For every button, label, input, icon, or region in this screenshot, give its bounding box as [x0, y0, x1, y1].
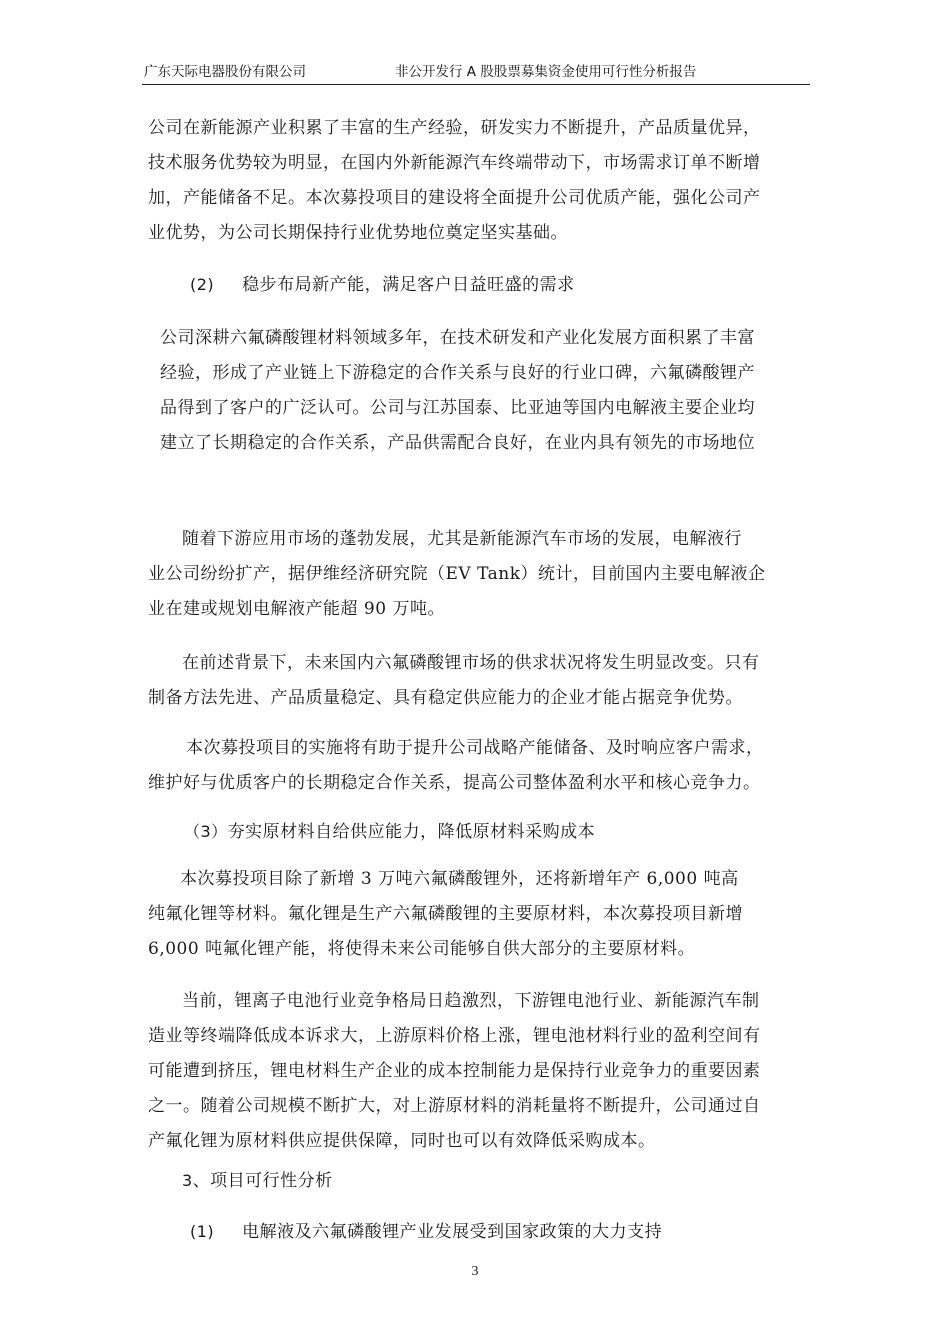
- para-line: 本次募投项目的实施将有助于提升公司战略产能储备、及时响应客户需求，: [186, 738, 764, 758]
- para-line: 公司在新能源产业积累了丰富的生产经验，研发实力不断提升，产品质量优异，: [148, 118, 761, 138]
- para-line: 纯氟化锂等材料。氟化锂是生产六氟磷酸锂的主要原材料，本次募投项目新增: [148, 904, 743, 924]
- para-line: 经验，形成了产业链上下游稳定的合作关系与良好的行业口碑，六氟磷酸锂产: [160, 363, 755, 383]
- para-line: 当前，锂离子电池行业竞争格局日趋激烈，下游锂电池行业、新能源汽车制: [182, 991, 760, 1011]
- heading-2-number: (2): [190, 275, 215, 294]
- page-number: 3: [471, 1264, 479, 1279]
- heading-feasibility-1: [190, 1219, 662, 1245]
- para-line: 本次募投项目除了新增 3 万吨六氟磷酸锂外，还将新增年产 6,000 吨高: [180, 869, 739, 889]
- paragraph-lithium-fluoride: [148, 862, 818, 967]
- header-company: 广东天际电器股份有限公司: [144, 64, 306, 80]
- para-line: 产氟化锂为原材料供应提供保障，同时也可以有效降低采购成本。: [148, 1131, 656, 1151]
- paragraph-capacity-advantage: [148, 111, 818, 251]
- para-line: 6,000 吨氟化锂产能，将使得未来公司能够自供大部分的主要原材料。: [148, 939, 696, 959]
- para-line: 在前述背景下，未来国内六氟磷酸锂市场的供求状况将发生明显改变。只有: [182, 653, 760, 673]
- section-3-text: 、项目可行性分析: [192, 1171, 333, 1191]
- heading-3-text: 夯实原材料自给供应能力，降低原材料采购成本: [227, 822, 596, 842]
- section-3-number: 3: [182, 1171, 193, 1190]
- heading-2: [190, 272, 575, 298]
- para-line: 之一。随着公司规模不断扩大，对上游原材料的消耗量将不断提升，公司通过自: [148, 1096, 761, 1116]
- para-line: 制备方法先进、产品质量稳定、具有稳定供应能力的企业才能占据竞争优势。: [148, 688, 743, 708]
- para-line: 业公司纷纷扩产，据伊维经济研究院（EV Tank）统计，目前国内主要电解液企: [148, 564, 766, 584]
- heading-feasibility-1-number: (1): [190, 1222, 215, 1241]
- heading-3-number: （3）: [184, 822, 228, 841]
- paragraph-customer-relations: [160, 321, 830, 461]
- section-3-heading: [182, 1168, 333, 1194]
- paragraph-supply-demand: [148, 646, 818, 716]
- heading-3: [184, 819, 595, 845]
- para-line: 加，产能储备不足。本次募投项目的建设将全面提升公司优质产能，强化公司产: [148, 188, 761, 208]
- para-line: 建立了长期稳定的合作关系，产品供需配合良好，在业内具有领先的市场地位: [160, 433, 755, 453]
- para-line: 维护好与优质客户的长期稳定合作关系，提高公司整体盈利水平和核心竞争力。: [148, 773, 761, 793]
- para-line: 技术服务优势较为明显，在国内外新能源汽车终端带动下，市场需求订单不断增: [148, 153, 761, 173]
- paragraph-market-development: [148, 522, 818, 627]
- paragraph-project-benefits: [148, 731, 818, 801]
- page-header: [142, 56, 810, 85]
- para-line: 造业等终端降低成本诉求大，上游原料价格上涨，锂电池材料行业的盈利空间有: [148, 1026, 761, 1046]
- paragraph-cost-control: [148, 984, 818, 1159]
- header-report-title: 非公开发行 A 股股票募集资金使用可行性分析报告: [395, 64, 697, 80]
- para-line: 随着下游应用市场的蓬勃发展，尤其是新能源汽车市场的发展，电解液行: [182, 529, 742, 549]
- heading-feasibility-1-text: 电解液及六氟磷酸锂产业发展受到国家政策的大力支持: [242, 1222, 663, 1242]
- para-line: 品得到了客户的广泛认可。公司与江苏国泰、比亚迪等国内电解液主要企业均: [160, 398, 755, 418]
- para-line: 业优势，为公司长期保持行业优势地位奠定坚实基础。: [148, 223, 568, 243]
- para-line: 公司深耕六氟磷酸锂材料领域多年，在技术研发和产业化发展方面积累了丰富: [160, 328, 755, 348]
- para-line: 业在建或规划电解液产能超 90 万吨。: [148, 599, 445, 619]
- para-line: 可能遭到挤压，锂电材料生产企业的成本控制能力是保持行业竞争力的重要因素: [148, 1061, 761, 1081]
- heading-2-text: 稳步布局新产能，满足客户日益旺盛的需求: [242, 275, 575, 295]
